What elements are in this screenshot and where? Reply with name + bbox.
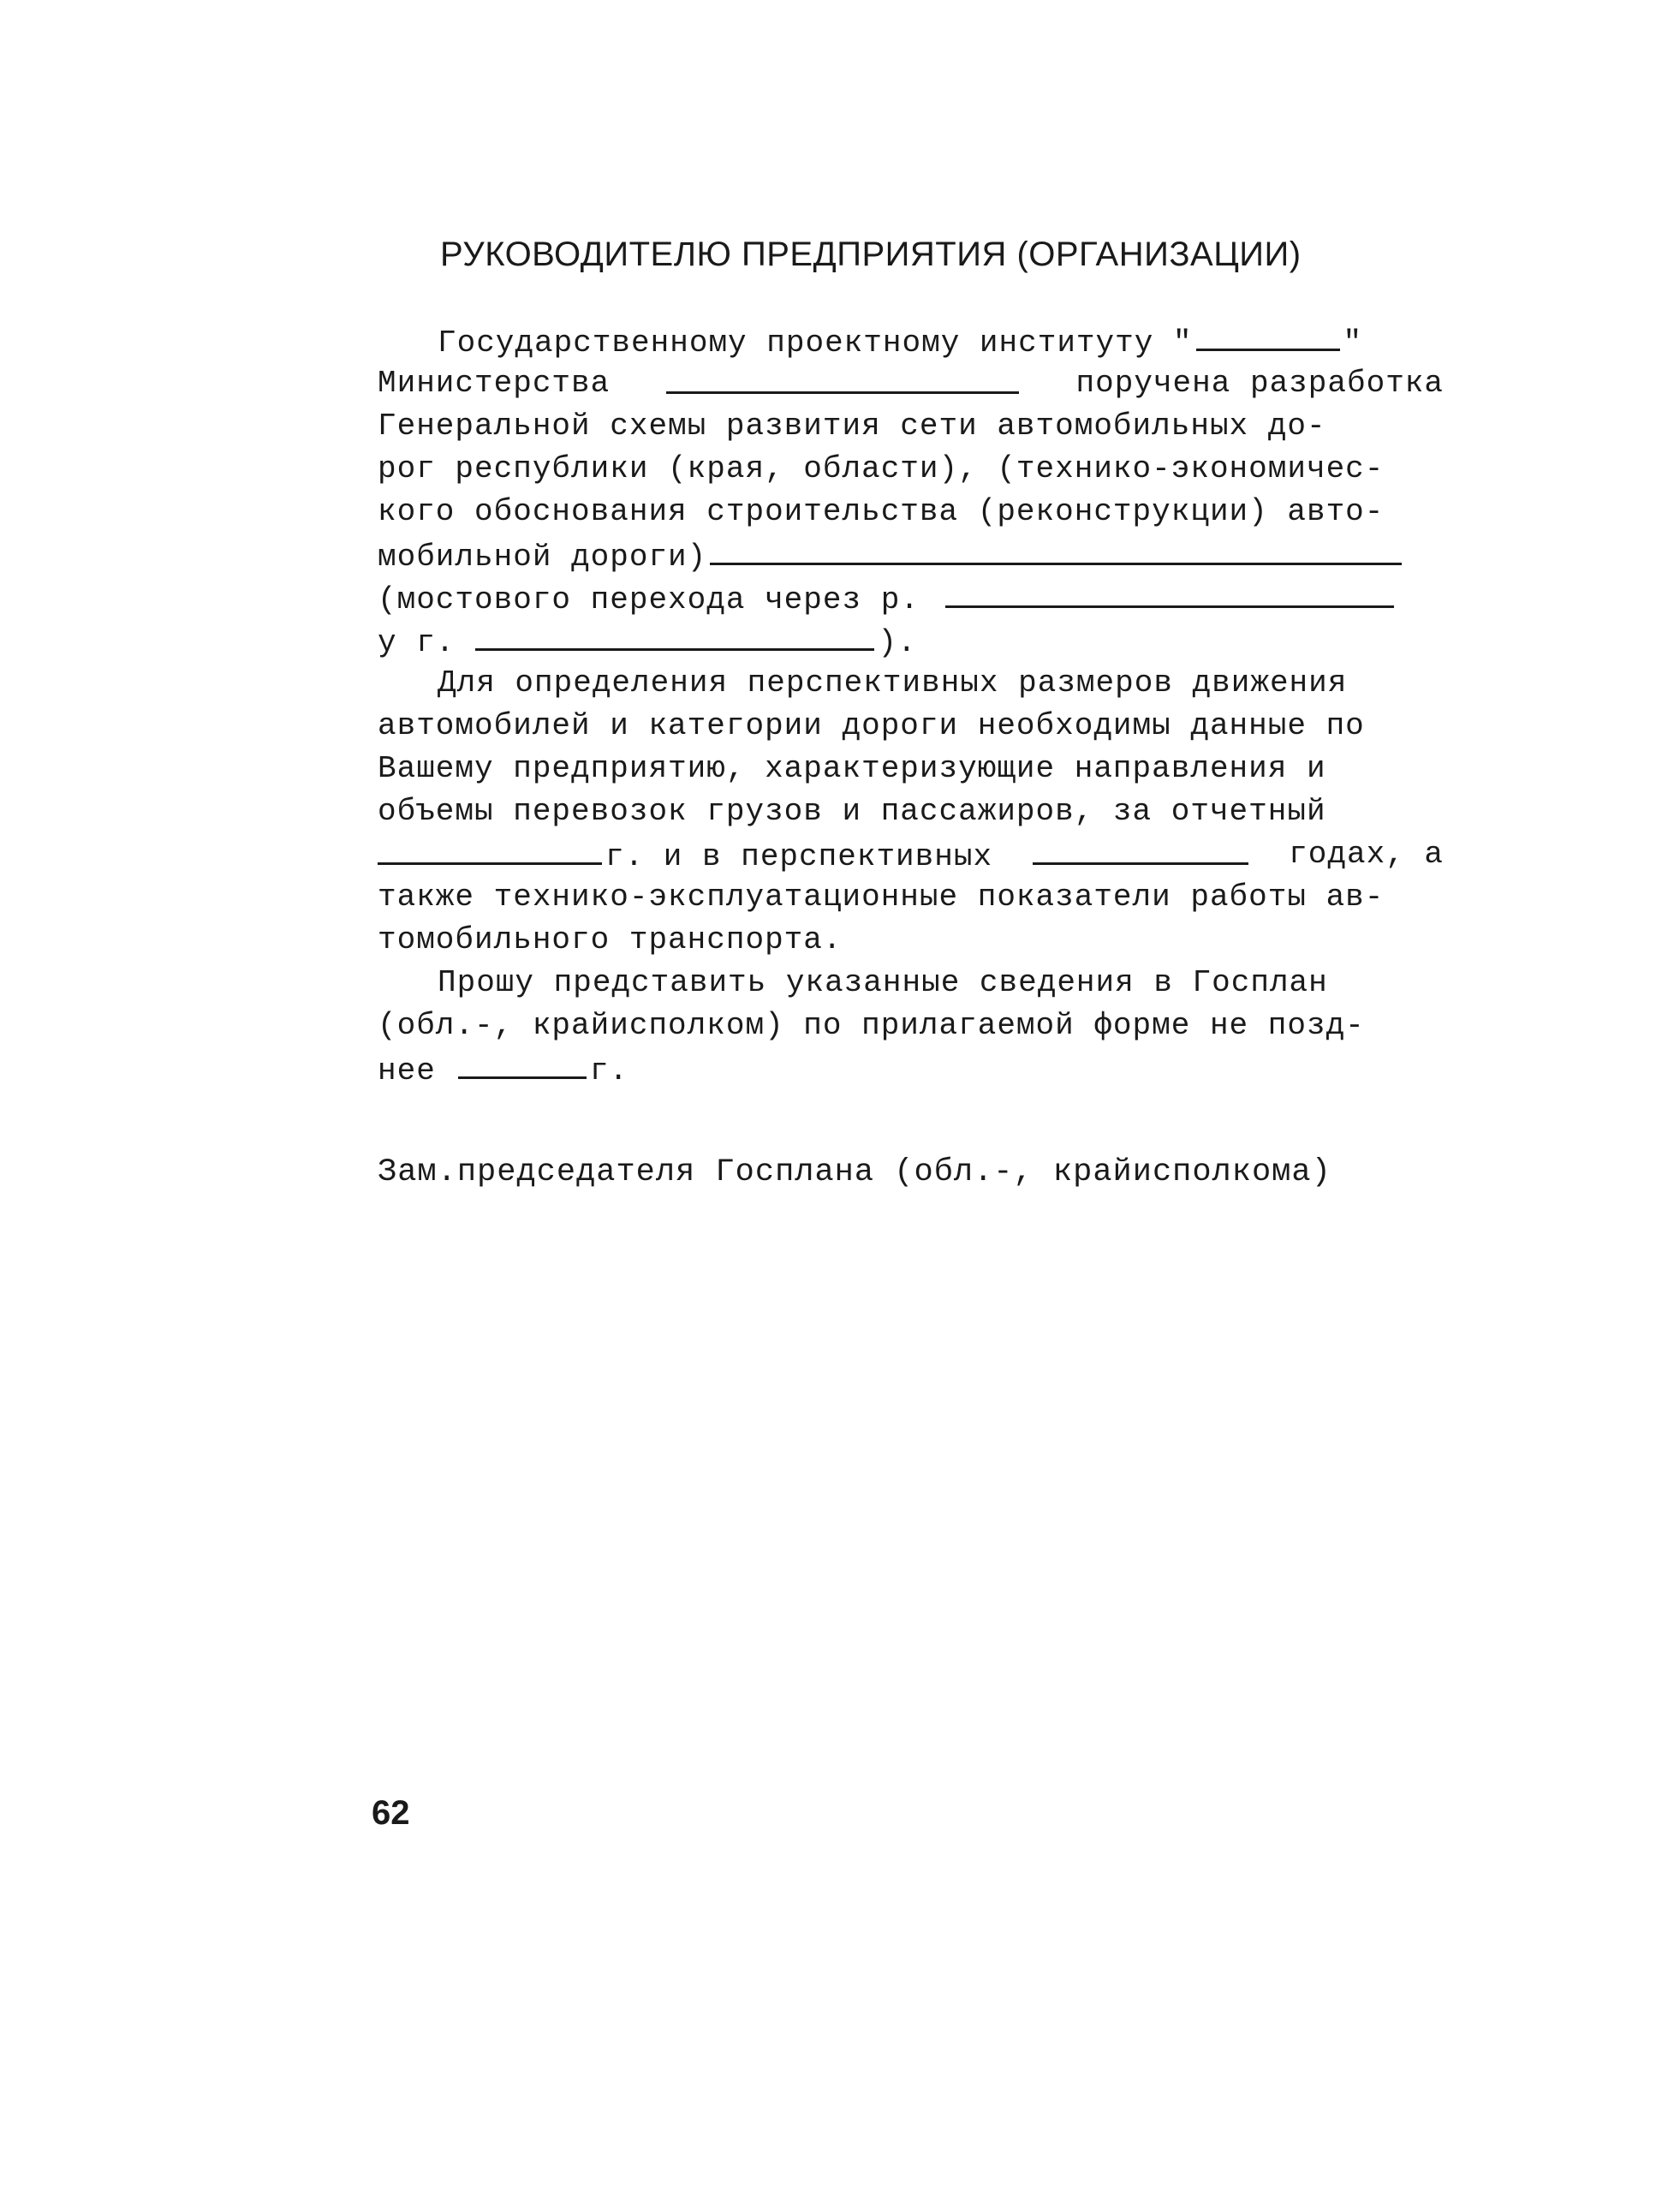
p2-line-5-text-b: годах, а: [1289, 837, 1444, 872]
p3-line-1-text: Прошу представить указанные сведения в Госплан: [438, 965, 1328, 1000]
p1-line-6-text: мобильной дороги): [378, 540, 707, 575]
p2-line-5-text-a: г. и в перспективных: [605, 839, 993, 874]
p2-line-5-part-a: [378, 833, 992, 876]
road-name-blank: [710, 534, 1402, 565]
p1-line-8-text: у г.: [378, 625, 456, 660]
river-name-blank: [945, 576, 1394, 608]
signature-line: Зам.председателя Госплана (обл.-, крайисполкома): [378, 1154, 1331, 1190]
deadline-blank: [458, 1047, 587, 1079]
p3-line-1: [378, 962, 1448, 1005]
p3-line-3: [378, 1047, 1448, 1090]
p1-line-1: [378, 319, 1448, 362]
city-name-blank: [475, 619, 874, 651]
p1-line-4: рог республики (края, области), (технико-экономичес-: [378, 451, 1385, 486]
report-year-blank: [378, 833, 602, 865]
p1-line-7: [378, 576, 1448, 619]
p1-line-6: [378, 534, 1448, 576]
p2-line-1: [378, 662, 1448, 705]
p2-line-1-text: Для определения перспективных размеров движения: [438, 665, 1348, 701]
institute-name-blank: [1196, 319, 1340, 351]
p1-line-2: [378, 362, 1444, 405]
p2-line-5: [378, 833, 1444, 876]
p3-line-2: (обл.-, крайисполком) по прилагаемой форме не позд-: [378, 1008, 1365, 1043]
p2-line-3: Вашему предприятию, характеризующие направления и: [378, 751, 1326, 786]
page-number: 62: [372, 1794, 410, 1832]
p1-line-5: кого обоснования строительства (реконструкции) авто-: [378, 494, 1385, 529]
p2-line-4: объемы перевозок грузов и пассажиров, за отчетный: [378, 794, 1326, 829]
p2-line-7: томобильного транспорта.: [378, 922, 843, 957]
p1-line-3: Генеральной схемы развития сети автомобильных до-: [378, 408, 1326, 444]
p1-line-2-text-a: Министерства: [378, 366, 611, 401]
p2-line-6: также технико-эксплуатационные показатели работы ав-: [378, 879, 1385, 915]
p1-line-1-text: Государственному проектному институту ": [438, 325, 1193, 361]
p3-line-3-text: нее: [378, 1053, 436, 1088]
p1-line-7-text: (мостового перехода через р.: [378, 582, 920, 617]
p3-line-3-year: г.: [589, 1053, 629, 1088]
p1-line-2-text-b: поручена разработка: [1075, 366, 1444, 401]
perspective-years-blank: [1033, 833, 1248, 865]
p1-line-8: [378, 619, 1448, 662]
ministry-name-blank: [666, 362, 1019, 394]
addressee-heading: РУКОВОДИТЕЛЮ ПРЕДПРИЯТИЯ (ОРГАНИЗАЦИИ): [440, 236, 1302, 273]
p1-line-8-close: ).: [878, 625, 917, 660]
p1-line-1-quote: ": [1343, 325, 1363, 361]
p2-line-2: автомобилей и категории дороги необходимы данные по: [378, 708, 1365, 743]
